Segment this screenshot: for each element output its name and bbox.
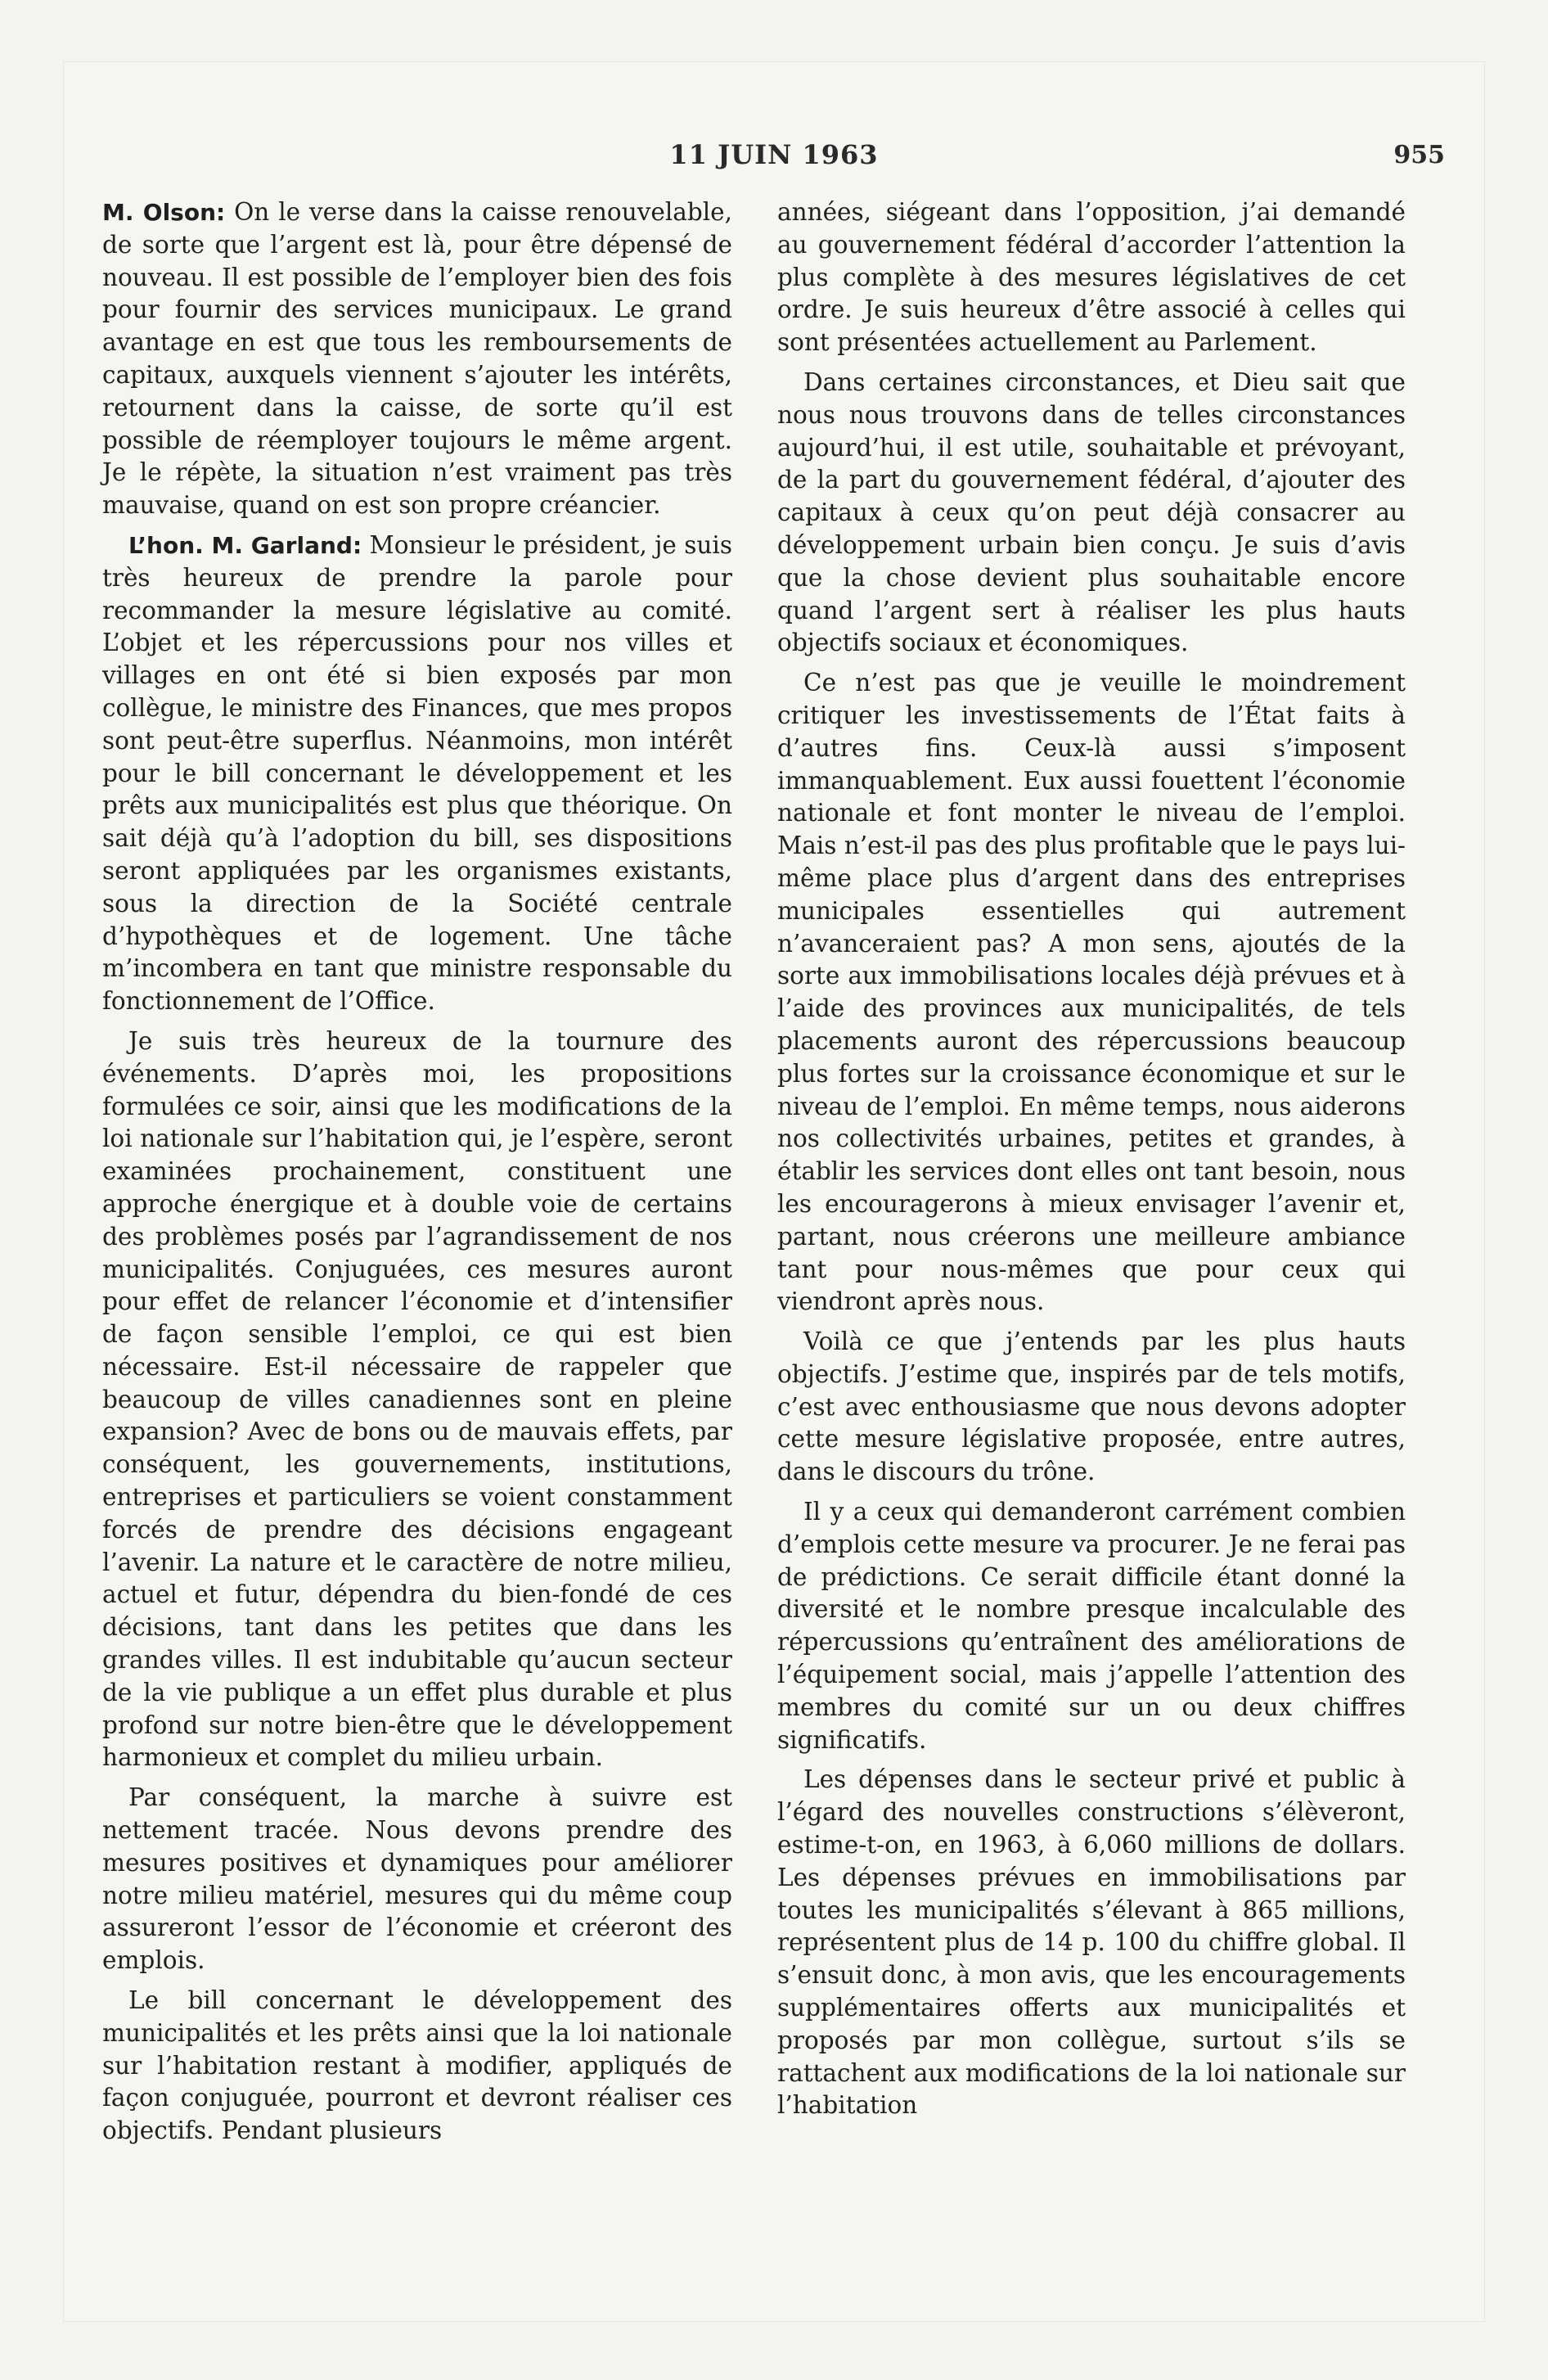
paragraph <box>102 530 732 1018</box>
paragraph-text: On le verse dans la caisse renouvelable, de sorte que l’argent est là, pour être dépensé de nouveau. Il est possible de l’employer bien des fois pour fournir des services municipaux. Le grand avantage en est que tous les remboursements de capitaux, auxquels viennent s’ajouter les intérêts, retournent dans la caisse, de sorte qu’il est possible de réemployer toujours le même argent. Je le répète, la situation n’est vraiment pas très mauvaise, quand on est son propre créancier. <box>102 198 732 520</box>
paragraph-text: Le bill concernant le développement des municipalités et les prêts ainsi que la loi nationale sur l’habitation restant à modifier, appliqués de façon conjuguée, pourront et devront réaliser ces objectifs. Pendant plusieurs <box>102 1986 732 2145</box>
paragraph-text: Ce n’est pas que je veuille le moindrement critiquer les investissements de l’État faits à d’autres fins. Ceux-là aussi s’imposent immanquablement. Eux aussi fouettent l’économie nationale et font monter le niveau de l’emploi. Mais n’est-il pas des plus profitable que le pays lui-même place plus d’argent dans des entreprises municipales essentielles qui autrement n’avanceraient pas? A mon sens, ajoutés de la sorte aux immobilisations locales déjà prévues et à l’aide des provinces aux municipalités, de tels placements auront des répercussions beaucoup plus fortes sur la croissance économique et sur le niveau de l’emploi. En même temps, nous aiderons nos collectivités urbaines, petites et grandes, à établir les services dont elles ont tant besoin, nous les encouragerons à mieux envisager l’avenir et, partant, nous créerons une meilleure ambiance tant pour nous-mêmes que pour ceux qui viendront après nous. <box>777 669 1406 1316</box>
paragraph-text: Je suis très heureux de la tournure des événements. D’après moi, les propositions formulées ce soir, ainsi que les modifications de la loi nationale sur l’habitation qui, je l’espère, seront examinées prochainement, constituent une approche énergique et à double voie de certains des problèmes posés par l’agrandissement de nos municipalités. Conjuguées, ces mesures auront pour effet de relancer l’économie et d’intensifier de façon sensible l’emploi, ce qui est bien nécessaire. Est-il nécessaire de rappeler que beaucoup de villes canadiennes sont en pleine expansion? Avec de bons ou de mauvais effets, par conséquent, les gouvernements, institutions, entreprises et particuliers se voient constamment forcés de prendre des décisions engageant l’avenir. La nature et le caractère de notre milieu, actuel et futur, dépendra du bien-fondé de ces décisions, tant dans les petites que dans les grandes villes. Il est indubitable qu’aucun secteur de la vie publique a un effet plus durable et plus profond sur notre bien-être que le développement harmonieux et complet du milieu urbain. <box>102 1026 732 1772</box>
paragraph <box>777 667 1406 1318</box>
right-column <box>777 196 1406 2130</box>
paragraph <box>102 1782 732 1977</box>
paragraph-text: Dans certaines circonstances, et Dieu sait que nous nous trouvons dans de telles circonstances aujourd’hui, il est utile, souhaitable et prévoyant, de la part du gouvernement fédéral, d’ajouter des capitaux à ceux qu’on peut déjà consacrer au développement urbain bien conçu. Je suis d’avis que la chose devient plus souhaitable encore quand l’argent sert à réaliser les plus hauts objectifs sociaux et économiques. <box>777 367 1406 657</box>
paragraph-text: années, siégeant dans l’opposition, j’ai demandé au gouvernement fédéral d’accorder l’attention la plus complète à des mesures législatives de cet ordre. Je suis heureux d’être associé à celles qui sont présentées actuellement au Parlement. <box>777 198 1406 357</box>
speaker-name: L’hon. M. Garland: <box>128 531 362 559</box>
paragraph-text: Les dépenses dans le secteur privé et public à l’égard des nouvelles constructions s’élèveront, estime-t-on, en 1963, à 6,060 millions de dollars. Les dépenses prévues en immobilisations par toutes les municipalités s’élevant à 865 millions, représentent plus de 14 p. 100 du chiffre global. Il s’ensuit donc, à mon avis, que les encouragements supplémentaires offerts aux municipalités et proposés par mon collègue, surtout s’ils se rattachent aux modifications de la loi nationale sur l’habitation <box>777 1765 1406 2120</box>
paragraph <box>777 196 1406 359</box>
page-date: 11 JUIN 1963 <box>669 139 879 170</box>
left-column <box>102 196 732 2155</box>
speaker-name: M. Olson: <box>102 199 226 226</box>
paragraph <box>777 1764 1406 2122</box>
paragraph-text: Par conséquent, la marche à suivre est nettement tracée. Nous devons prendre des mesures positives et dynamiques pour améliorer notre milieu matériel, mesures qui du même coup assureront l’essor de l’économie et créeront des emplois. <box>102 1783 732 1975</box>
paragraph <box>777 367 1406 660</box>
paragraph <box>102 1025 732 1774</box>
paragraph <box>777 1326 1406 1489</box>
paragraph-text: Monsieur le président, je suis très heureux de prendre la parole pour recommander la mesure législative au comité. L’objet et les répercussions pour nos villes et villages en ont été si bien exposés par mon collègue, le ministre des Finances, que mes propos sont peut-être superflus. Néanmoins, mon intérêt pour le bill concernant le développement et les prêts aux municipalités est plus que théorique. On sait déjà qu’à l’adoption du bill, ses dispositions seront appliquées par les organismes existants, sous la direction de la Société centrale d’hypothèques et de logement. Une tâche m’incombera en tant que ministre responsable du fonctionnement de l’Office. <box>102 530 732 1016</box>
page-header <box>64 74 1484 170</box>
paragraph-text: Il y a ceux qui demanderont carrément combien d’emplois cette mesure va procurer. Je ne ferai pas de prédictions. Ce serait difficile étant donné la diversité et le nombre presque incalculable des répercussions qu’entraînent des améliorations de l’équipement social, mais j’appelle l’attention des membres du comité sur un ou deux chiffres significatifs. <box>777 1498 1406 1754</box>
paragraph-text: Voilà ce que j’entends par les plus hauts objectifs. J’estime que, inspirés par de tels motifs, c’est avec enthousiasme que nous devons adopter cette mesure législative proposée, entre autres, dans le discours du trône. <box>777 1327 1406 1486</box>
paragraph <box>102 196 732 522</box>
paragraph <box>777 1496 1406 1756</box>
paragraph <box>102 1985 732 2148</box>
page-number: 955 <box>1393 141 1445 169</box>
